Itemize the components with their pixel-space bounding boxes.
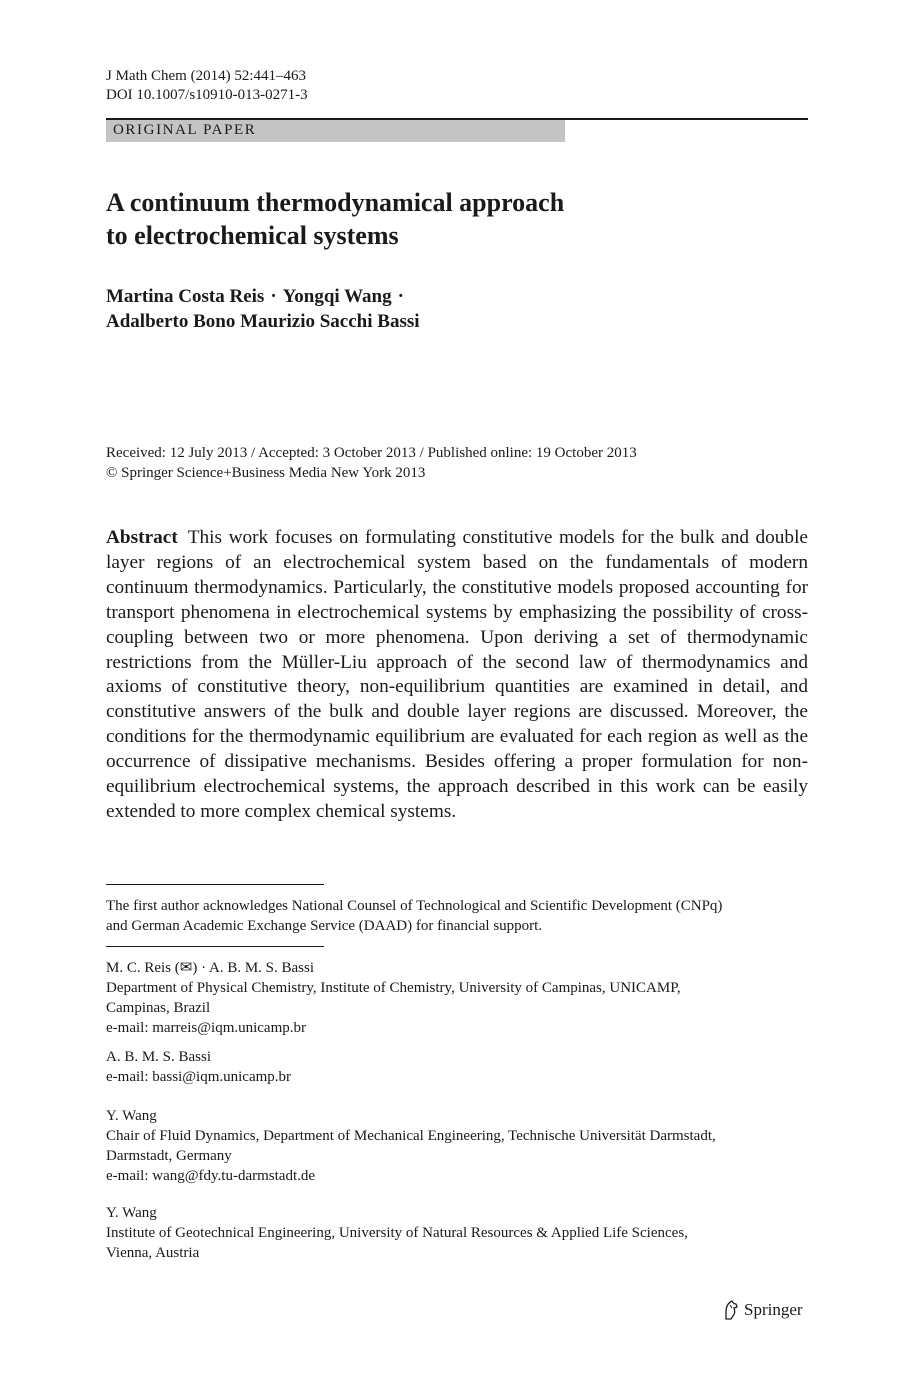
affiliation-address: Campinas, Brazil	[106, 1000, 211, 1016]
abstract-heading: Abstract	[106, 527, 178, 548]
affiliation-address: Department of Physical Chemistry, Institute of Chemistry, University of Campinas, UNICAMP,	[106, 980, 681, 996]
footnote-line-2: and German Academic Exchange Service (DAAD) for financial support.	[106, 918, 543, 934]
abstract	[106, 526, 808, 825]
affiliation-email[interactable]: e-mail: wang@fdy.tu-darmstadt.de	[106, 1168, 316, 1184]
affiliation-email[interactable]: e-mail: marreis@iqm.unicamp.br	[106, 1020, 307, 1036]
affiliation-address: Darmstadt, Germany	[106, 1148, 232, 1164]
footnote-rule	[106, 884, 324, 885]
affiliation-email[interactable]: e-mail: bassi@iqm.unicamp.br	[106, 1069, 292, 1085]
affiliation-name: A. B. M. S. Bassi	[106, 1049, 212, 1065]
affiliation-address: Vienna, Austria	[106, 1245, 200, 1261]
footnote-line-1: The first author acknowledges National Counsel of Technological and Scientific Development (CNPq)	[106, 898, 723, 914]
author-separator: ·	[270, 286, 277, 307]
affiliation-address: Chair of Fluid Dynamics, Department of Mechanical Engineering, Technische Universität Darmstadt,	[106, 1128, 716, 1144]
journal-citation	[106, 67, 308, 105]
affiliation-rule	[106, 946, 324, 947]
title-line-1: A continuum thermodynamical approach	[106, 188, 565, 217]
affiliation-block	[106, 1047, 808, 1087]
affiliation-block	[106, 958, 808, 1038]
doi-line: DOI 10.1007/s10910-013-0271-3	[106, 87, 308, 103]
article-type-label: ORIGINAL PAPER	[113, 122, 257, 138]
paper-title	[106, 186, 806, 252]
publisher-name: Springer	[744, 1300, 803, 1319]
author-2: Yongqi Wang	[282, 286, 392, 307]
author-list	[106, 284, 806, 334]
publisher-logo	[722, 1298, 803, 1322]
article-type-bar	[106, 118, 808, 142]
affiliation-name: Y. Wang	[106, 1205, 157, 1221]
abstract-text: This work focuses on formulating constitutive models for the bulk and double layer regions of an electrochemical system based on the fundamentals of modern continuum thermodynamics. Particularly, the constitutive models proposed accounting for transport phenomena in electrochemical systems by emphasizing the possibility of cross-coupling between two or more phenomena. Upon deriving a set of thermodynamic restrictions from the Müller-Liu approach of the second law of thermodynamics and axioms of constitutive theory, non-equilibrium quantities are examined in detail, and constitutive answers of the bulk and double layer regions are discussed. Moreover, the conditions for the thermodynamic equilibrium are evaluated for each region as well as the occurrence of dissipative mechanisms. Besides offering a proper formulation for non-equilibrium electrochemical systems, the approach described in this work can be easily extended to more complex chemical systems.	[106, 527, 808, 822]
affiliation-name: M. C. Reis (✉) · A. B. M. S. Bassi	[106, 960, 315, 976]
springer-horse-icon	[722, 1299, 740, 1321]
affiliation-address: Institute of Geotechnical Engineering, University of Natural Resources & Applied Life Sciences,	[106, 1225, 688, 1241]
footnote	[106, 896, 808, 936]
author-3: Adalberto Bono Maurizio Sacchi Bassi	[106, 311, 420, 332]
title-line-2: to electrochemical systems	[106, 221, 399, 250]
affiliation-block	[106, 1203, 808, 1263]
publication-dates	[106, 443, 806, 483]
affiliation-name: Y. Wang	[106, 1108, 157, 1124]
journal-line: J Math Chem (2014) 52:441–463	[106, 68, 306, 84]
author-separator: ·	[397, 286, 404, 307]
affiliation-block	[106, 1106, 808, 1186]
copyright-line: © Springer Science+Business Media New York 2013	[106, 465, 426, 481]
author-1: Martina Costa Reis	[106, 286, 265, 307]
dates-line: Received: 12 July 2013 / Accepted: 3 October 2013 / Published online: 19 October 2013	[106, 445, 637, 461]
